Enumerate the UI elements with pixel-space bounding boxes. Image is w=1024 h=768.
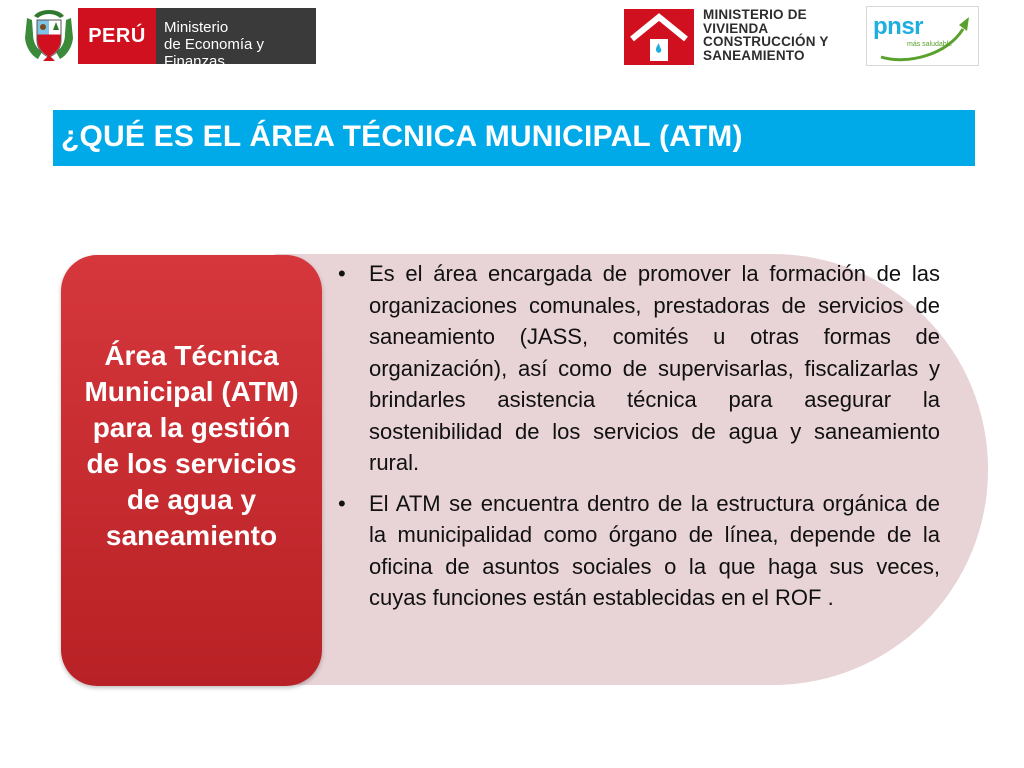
ministry-line-2: de Economía y Finanzas	[164, 36, 265, 70]
bullet-icon: •	[338, 490, 346, 516]
house-logo-icon	[624, 9, 694, 65]
logo-peru-ministerio-economia	[24, 8, 316, 70]
vivienda-text	[703, 8, 829, 62]
vivienda-line: SANEAMIENTO	[703, 47, 805, 63]
vivienda-line: VIVIENDA	[703, 20, 769, 36]
ministry-name	[156, 8, 316, 70]
pnsr-tagline: más saludable	[907, 41, 953, 48]
vivienda-line: CONSTRUCCIÓN Y	[703, 34, 829, 49]
category-label-box	[61, 255, 322, 686]
logo-pnsr	[866, 6, 979, 66]
list-item	[338, 488, 940, 614]
pnsr-wordmark: pnsr	[873, 13, 924, 40]
peru-brand-box	[78, 8, 316, 70]
vivienda-line: MINISTERIO DE	[703, 7, 807, 22]
ministry-line-1: Ministerio	[164, 19, 229, 36]
slide-title: ¿QUÉ ES EL ÁREA TÉCNICA MUNICIPAL (ATM)	[61, 120, 743, 153]
bullet-text: El ATM se encuentra dentro de la estructura orgánica de la municipalidad como órgano de línea, depende de la oficina de asuntos sociales o la que haga sus veces, cuyas funciones están establecidas en el ROF .	[369, 490, 940, 610]
peru-wordmark: PERÚ	[78, 8, 156, 64]
coat-of-arms-icon	[24, 8, 74, 64]
list-item	[338, 258, 940, 479]
bullet-text: Es el área encargada de promover la formación de las organizaciones comunales, prestadoras de servicios de saneamiento (JASS, comités u otras formas de organización), así como de supervisarlas, fiscalizarlas y brindarles asistencia técnica para asegurar la sostenibilidad de los servicios de agua y saneamiento rural.	[369, 261, 940, 475]
category-label: Área Técnica Municipal (ATM) para la gestión de los servicios de agua y saneamiento	[84, 339, 299, 551]
logo-ministerio-vivienda	[624, 6, 856, 64]
title-bar	[53, 110, 975, 166]
bullet-list	[338, 258, 940, 623]
bullet-icon: •	[338, 261, 346, 286]
